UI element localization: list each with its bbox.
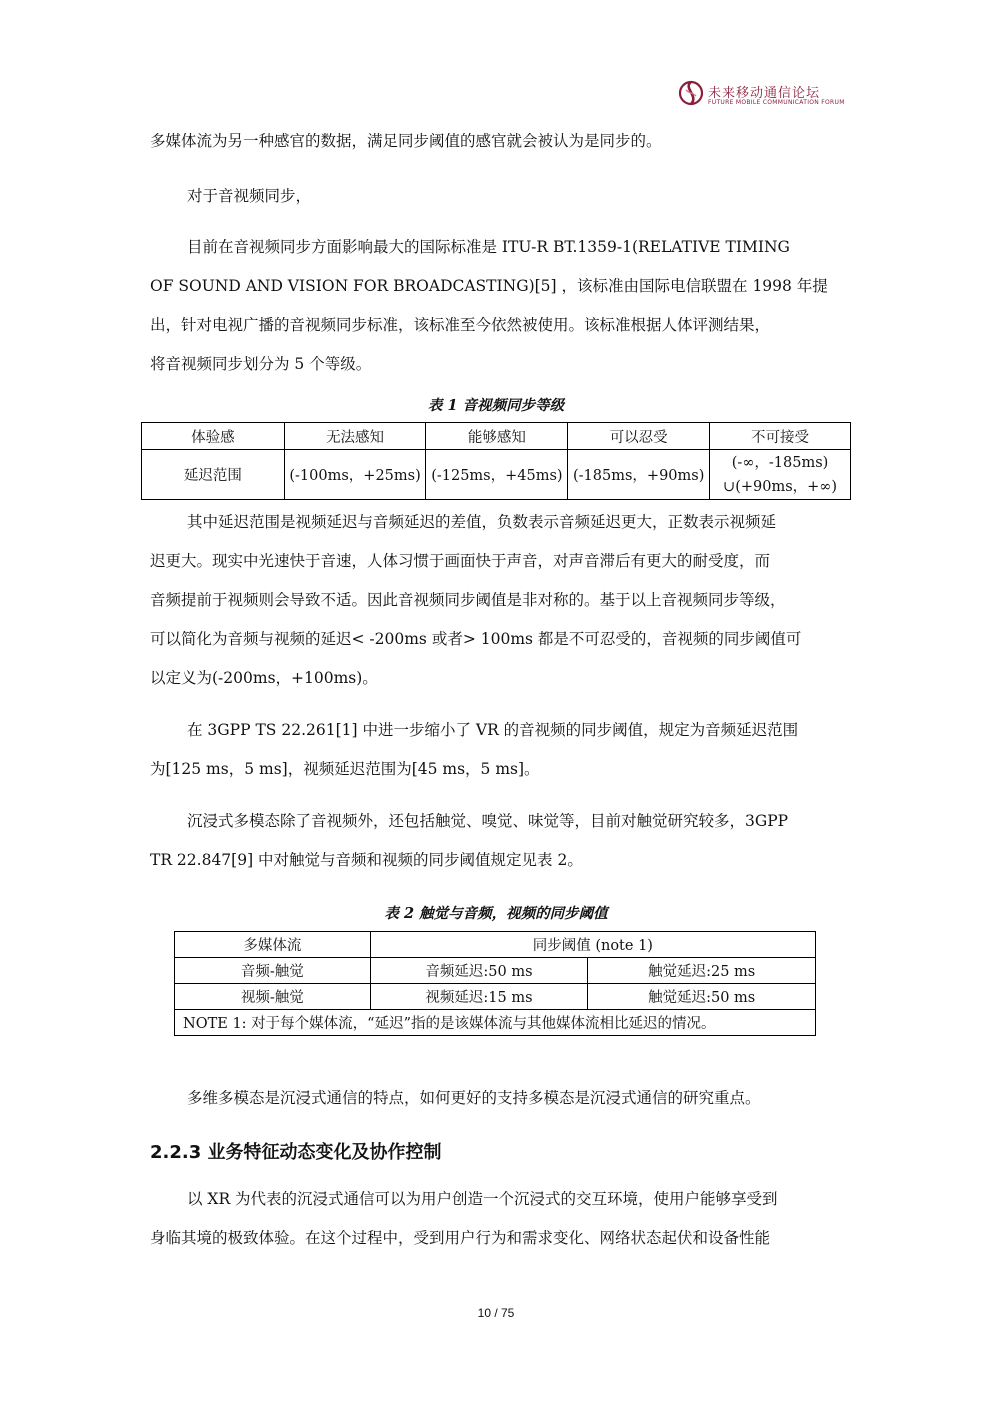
logo-emblem-icon	[678, 78, 704, 108]
forum-logo	[678, 78, 845, 112]
table2-header-cell: 多媒体流	[175, 932, 371, 958]
table1-cell: (-100ms，+25ms)	[284, 450, 426, 500]
paragraph-line: TR 22.847[9] 中对触觉与音频和视频的同步阈值规定见表 2。	[150, 851, 583, 869]
table1-cell: (-185ms，+90ms)	[568, 450, 710, 500]
table2-header-cell: 同步阈值 (note 1)	[370, 932, 815, 958]
logo-chinese-text: 未来移动通信论坛	[708, 86, 821, 101]
paragraph-line: 可以简化为音频与视频的延迟< -200ms 或者> 100ms 都是不可忍受的，音视频的同步阈值可	[150, 630, 802, 648]
table1-header-cell: 能够感知	[426, 423, 568, 450]
sync-level-table	[141, 422, 851, 500]
paragraph-line: OF SOUND AND VISION FOR BROADCASTING)[5] ，该标准由国际电信联盟在 1998 年提	[150, 277, 828, 295]
table2-caption: 表 2 触觉与音频，视频的同步阈值	[384, 905, 608, 922]
table2-cell: 视频延迟:15 ms	[370, 984, 588, 1010]
page-number: 10 / 75	[477, 1306, 515, 1320]
table1-header-cell: 可以忍受	[568, 423, 710, 450]
paragraph-line: 出，针对电视广播的音视频同步标准，该标准至今依然被使用。该标准根据人体评测结果，	[150, 316, 771, 334]
paragraph-line: 其中延迟范围是视频延迟与音频延迟的差值，负数表示音频延迟更大，正数表示视频延	[187, 513, 777, 531]
table1-cell-line: ∪(+90ms，+∞)	[723, 478, 838, 495]
table1-cell-line: (-∞，-185ms)	[731, 454, 829, 471]
paragraph-line: 目前在音视频同步方面影响最大的国际标准是 ITU-R BT.1359-1(RELATIVE TIMING	[187, 238, 790, 256]
table1-header-cell: 不可接受	[710, 423, 851, 450]
paragraph-line: 以定义为(-200ms，+100ms)。	[150, 669, 378, 687]
table2-cell: 音频-触觉	[175, 958, 371, 984]
paragraph: 多媒体流为另一种感官的数据，满足同步阈值的感官就会被认为是同步的。	[150, 132, 662, 150]
table1-cell: 延迟范围	[142, 450, 285, 500]
table1-header-cell: 无法感知	[284, 423, 426, 450]
paragraph-line: 迟更大。现实中光速快于音速，人体习惯于画面快于声音，对声音滞后有更大的耐受度，而	[150, 552, 771, 570]
paragraph-line: 在 3GPP TS 22.261[1] 中进一步缩小了 VR 的音视频的同步阈值，规定为音频延迟范围	[187, 721, 799, 739]
paragraph-line: 身临其境的极致体验。在这个过程中，受到用户行为和需求变化、网络状态起伏和设备性能	[150, 1229, 771, 1247]
table2-cell: 触觉延迟:50 ms	[588, 984, 816, 1010]
table2-note: NOTE 1: 对于每个媒体流，“延迟”指的是该媒体流与其他媒体流相比延迟的情况。	[175, 1010, 816, 1036]
haptic-sync-table	[174, 931, 816, 1036]
table1-cell: (-125ms，+45ms)	[426, 450, 568, 500]
logo-english-text: FUTURE MOBILE COMMUNICATION FORUM	[708, 99, 845, 106]
paragraph: 对于音视频同步，	[187, 187, 312, 205]
paragraph: 多维多模态是沉浸式通信的特点，如何更好的支持多模态是沉浸式通信的研究重点。	[187, 1089, 761, 1107]
paragraph-line: 为[125 ms，5 ms]，视频延迟范围为[45 ms，5 ms]。	[150, 760, 540, 778]
paragraph-line: 将音视频同步划分为 5 个等级。	[150, 355, 372, 373]
table2-cell: 音频延迟:50 ms	[370, 958, 588, 984]
paragraph-line: 音频提前于视频则会导致不适。因此音视频同步阈值是非对称的。基于以上音视频同步等级，	[150, 591, 786, 609]
table2-cell: 视频-触觉	[175, 984, 371, 1010]
section-heading: 2.2.3 业务特征动态变化及协作控制	[150, 1142, 442, 1163]
paragraph-line: 以 XR 为代表的沉浸式通信可以为用户创造一个沉浸式的交互环境，使用户能够享受到	[187, 1190, 778, 1208]
table2-cell: 触觉延迟:25 ms	[588, 958, 816, 984]
table1-cell-unacceptable	[710, 450, 851, 500]
table1-caption: 表 1 音视频同步等级	[427, 397, 565, 414]
table1-header-cell: 体验感	[142, 423, 285, 450]
paragraph-line: 沉浸式多模态除了音视频外，还包括触觉、嗅觉、味觉等，目前对触觉研究较多，3GPP	[187, 812, 789, 830]
